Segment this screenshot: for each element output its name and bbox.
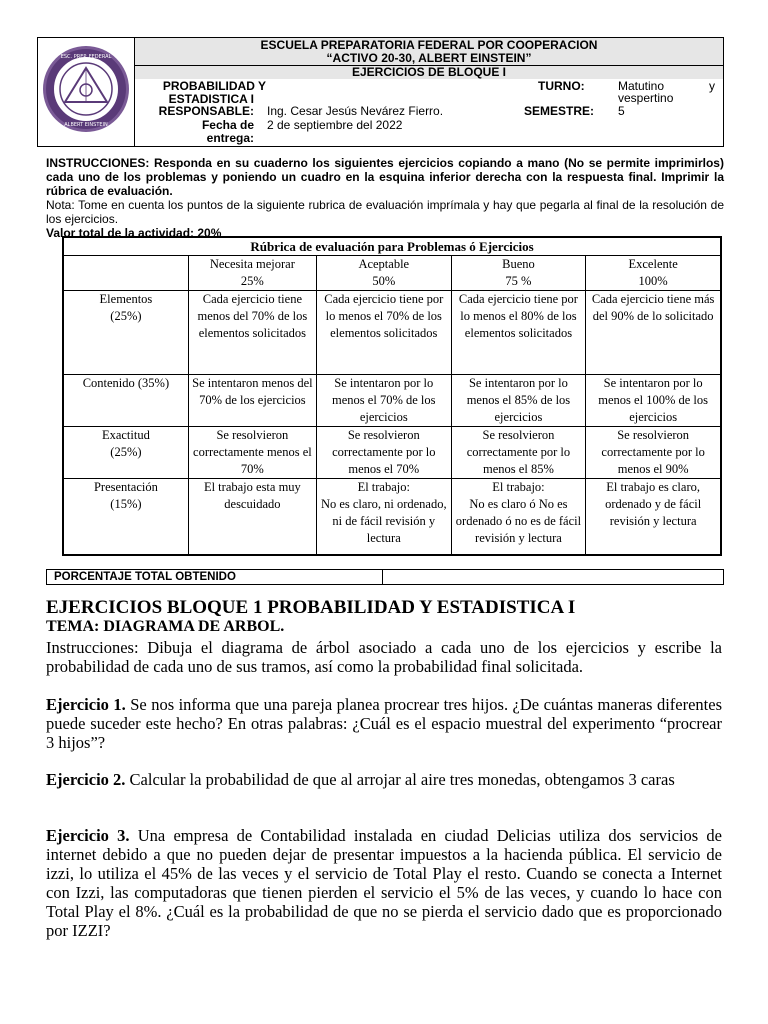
- exercises-tema: TEMA: DIAGRAMA DE ARBOL.: [46, 618, 285, 635]
- activity-value: Valor total de la actividad: 20%: [46, 226, 222, 240]
- rubric-cell: Cada ejercicio tiene menos del 70% de los elementos solicitados: [188, 291, 316, 375]
- turno-value-y: y: [709, 79, 715, 93]
- rubric-cell: Se intentaron por lo menos el 70% de los ejercicios: [316, 375, 451, 427]
- rubric-title: Rúbrica de evaluación para Problemas ó Ejercicios: [64, 238, 721, 256]
- responsable-label: RESPONSABLE:: [158, 104, 254, 118]
- rubric-header-cell: Bueno 75 %: [451, 256, 586, 291]
- turno-value-line1: Matutino: [618, 79, 665, 93]
- rubric-cell: Se resolvieron correctamente menos el 70%: [188, 427, 316, 479]
- rubric-header-cell: Excelente 100%: [586, 256, 721, 291]
- rubric-criterion: Contenido (35%): [64, 375, 189, 427]
- exercises-title: EJERCICIOS BLOQUE 1 PROBABILIDAD Y ESTADISTICA I: [46, 597, 576, 618]
- rubric-header-row: [64, 256, 721, 291]
- rubric-row: [64, 427, 721, 479]
- subject-label-line1: PROBABILIDAD Y: [162, 79, 266, 93]
- rubric-cell: Se resolvieron correctamente por lo menos el 70%: [316, 427, 451, 479]
- document-header: [37, 37, 724, 147]
- rubric-header-cell: Aceptable 50%: [316, 256, 451, 291]
- fecha-label-line1: Fecha de: [201, 118, 254, 132]
- exercise-2-text: Calcular la probabilidad de que al arrojar al aire tres monedas, obtengamos 3 caras: [129, 770, 675, 789]
- rubric-cell: Se intentaron menos del 70% de los ejercicios: [188, 375, 316, 427]
- rubric-cell: Cada ejercicio tiene más del 90% de lo solicitado: [586, 291, 721, 375]
- rubric-criterion: Exactitud (25%): [64, 427, 189, 479]
- rubric-row: [64, 375, 721, 427]
- rubric-row: [64, 479, 721, 555]
- semestre-label: SEMESTRE:: [524, 104, 595, 118]
- rubric-cell: Se intentaron por lo menos el 100% de los ejercicios: [586, 375, 721, 427]
- percentage-value-field[interactable]: [384, 570, 723, 584]
- fecha-value: 2 de septiembre del 2022: [267, 118, 403, 132]
- rubric-row: [64, 291, 721, 375]
- rubric-header-cell: [64, 256, 189, 291]
- exercise-3: [46, 826, 722, 940]
- rubric-cell: Se intentaron por lo menos el 85% de los ejercicios: [451, 375, 586, 427]
- rubric-table: [62, 236, 722, 556]
- rubric-cell: El trabajo es claro, ordenado y de fácil revisión y lectura: [586, 479, 721, 555]
- exercise-1: [46, 695, 722, 752]
- instructions-note: Nota: Tome en cuenta los puntos de la siguiente rubrica de evaluación imprímala y hay que pegarla al final de la resolución de los ejercicios.: [46, 198, 724, 226]
- percentage-label: PORCENTAJE TOTAL OBTENIDO: [47, 570, 383, 584]
- exercise-1-text: Se nos informa que una pareja planea procrear tres hijos. ¿De cuántas maneras diferentes puede suceder este hecho? En otras palabras: ¿Cuál es el espacio muestral del experimento “procrear 3 hijos”?: [46, 695, 722, 752]
- rubric-cell: El trabajo: No es claro, ni ordenado, ni de fácil revisión y lectura: [316, 479, 451, 555]
- exercises-instructions: Instrucciones: Dibuja el diagrama de árbol asociado a cada uno de los ejercicios y escribe la probabilidad de cada uno de sus tramos, así como la probabilidad final solicitada.: [46, 638, 722, 676]
- rubric-cell: El trabajo esta muy descuidado: [188, 479, 316, 555]
- exercise-3-text: Una empresa de Contabilidad instalada en ciudad Delicias utiliza dos servicios de internet debido a que no pueden dejar de presentar impuestos a la hacienda pública. El servicio de izzi, lo utiliza el 45% de las veces y el servicio de Total Play el resto. Cuando se conecta a Internet con Izzi, las computadoras que tienen pierden el servicio el 5% de las veces, y cuando lo hace con Total Play el 8%. ¿Cuál es la probabilidad de que no se pierda el servicio dado que es proporcionado por IZZI?: [46, 826, 723, 940]
- exercise-2-label: Ejercicio 2.: [46, 770, 126, 789]
- exercise-1-label: Ejercicio 1.: [46, 695, 126, 714]
- rubric-cell: El trabajo: No es claro ó No es ordenado ó no es de fácil revisión y lectura: [451, 479, 586, 555]
- school-logo-icon: [41, 44, 131, 134]
- exercise-3-label: Ejercicio 3.: [46, 826, 130, 845]
- svg-text:ALBERT EINSTEIN: ALBERT EINSTEIN: [64, 122, 108, 128]
- rubric-cell: Se resolvieron correctamente por lo menos el 85%: [451, 427, 586, 479]
- semestre-value: 5: [618, 104, 625, 118]
- fecha-label-line2: entrega:: [206, 131, 254, 145]
- svg-text:ESC. PREP. FEDERAL: ESC. PREP. FEDERAL: [60, 54, 112, 60]
- rubric-cell: Cada ejercicio tiene por lo menos el 70% de los elementos solicitados: [316, 291, 451, 375]
- block-title: EJERCICIOS DE BLOQUE I: [135, 66, 723, 79]
- rubric-cell: Se resolvieron correctamente por lo menos el 90%: [586, 427, 721, 479]
- rubric-criterion: Elementos (25%): [64, 291, 189, 375]
- rubric-cell: Cada ejercicio tiene por lo menos el 80% de los elementos solicitados: [451, 291, 586, 375]
- rubric-criterion: Presentación (15%): [64, 479, 189, 555]
- school-subtitle: “ACTIVO 20-30, ALBERT EINSTEIN”: [326, 51, 532, 65]
- percentage-row: [46, 569, 724, 585]
- school-name: ESCUELA PREPARATORIA FEDERAL POR COOPERACION: [260, 38, 598, 52]
- instructions-block: [46, 156, 724, 240]
- logo-cell: [38, 38, 135, 146]
- rubric-header-cell: Necesita mejorar 25%: [188, 256, 316, 291]
- header-title-band: [135, 38, 723, 66]
- responsable-value: Ing. Cesar Jesús Nevárez Fierro.: [267, 104, 444, 118]
- turno-value-line2: vespertino: [618, 91, 674, 105]
- exercise-2: [46, 770, 722, 789]
- instructions-label: INSTRUCCIONES:: [46, 156, 150, 170]
- turno-label: TURNO:: [538, 79, 585, 93]
- instructions-text: Responda en su cuaderno los siguientes ejercicios copiando a mano (No se permite imprimirlos) cada uno de los problemas y poniendo un cuadro en la esquina inferior derecha con la respuesta final. Imprimir la rúbrica de evaluación.: [46, 156, 724, 198]
- subject-label-line2: ESTADISTICA I: [168, 92, 254, 106]
